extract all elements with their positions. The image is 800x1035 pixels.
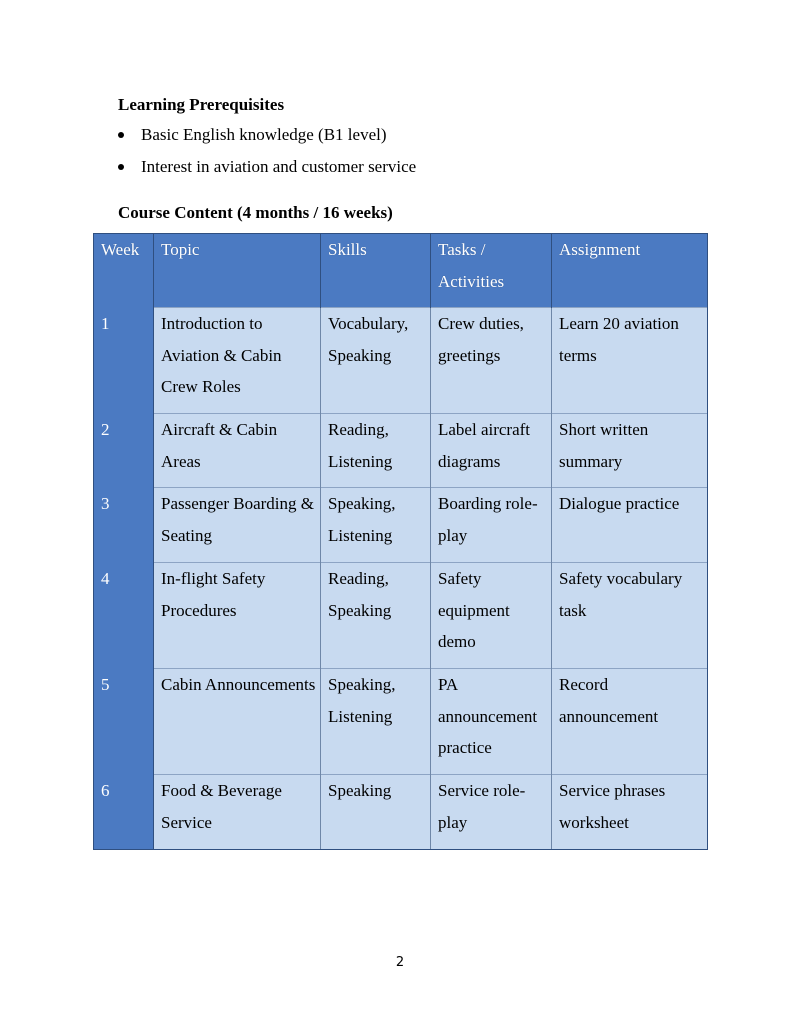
topic-cell: Food & Beverage Service bbox=[154, 775, 321, 850]
topic-cell: Introduction to Aviation & Cabin Crew Roles bbox=[154, 308, 321, 414]
column-header-skills: Skills bbox=[321, 234, 431, 308]
column-header-tasks: Tasks / Activities bbox=[431, 234, 552, 308]
week-cell: 1 bbox=[94, 308, 154, 414]
skills-cell: Vocabulary, Speaking bbox=[321, 308, 431, 414]
week-cell: 2 bbox=[94, 414, 154, 488]
list-item bbox=[118, 125, 416, 157]
table-row bbox=[94, 669, 708, 775]
course-content-heading: Course Content (4 months / 16 weeks) bbox=[118, 203, 393, 222]
course-content-table bbox=[93, 233, 708, 850]
skills-cell: Speaking bbox=[321, 775, 431, 850]
week-cell: 6 bbox=[94, 775, 154, 850]
assignment-cell: Service phrases worksheet bbox=[552, 775, 708, 850]
tasks-cell: Crew duties, greetings bbox=[431, 308, 552, 414]
topic-cell: Passenger Boarding & Seating bbox=[154, 488, 321, 563]
tasks-cell: Boarding role-play bbox=[431, 488, 552, 563]
tasks-cell: Label aircraft diagrams bbox=[431, 414, 552, 488]
assignment-cell: Short written summary bbox=[552, 414, 708, 488]
assignment-cell: Dialogue practice bbox=[552, 488, 708, 563]
table-row bbox=[94, 488, 708, 563]
list-item bbox=[118, 157, 416, 189]
skills-cell: Speaking, Listening bbox=[321, 669, 431, 775]
table-row bbox=[94, 775, 708, 850]
page-number: 2 bbox=[395, 955, 405, 970]
table-header-row bbox=[94, 234, 708, 308]
prerequisites-heading: Learning Prerequisites bbox=[118, 95, 285, 114]
topic-cell: Aircraft & Cabin Areas bbox=[154, 414, 321, 488]
list-item-text: Basic English knowledge (B1 level) bbox=[141, 125, 387, 144]
week-cell: 3 bbox=[94, 488, 154, 563]
prerequisites-list bbox=[118, 125, 416, 189]
week-cell: 4 bbox=[94, 563, 154, 669]
assignment-cell: Record announcement bbox=[552, 669, 708, 775]
column-header-week: Week bbox=[94, 234, 154, 308]
topic-cell: Cabin Announcements bbox=[154, 669, 321, 775]
table-row bbox=[94, 414, 708, 488]
bullet-icon bbox=[118, 132, 124, 138]
tasks-cell: Safety equipment demo bbox=[431, 563, 552, 669]
tasks-cell: Service role-play bbox=[431, 775, 552, 850]
topic-cell: In-flight Safety Procedures bbox=[154, 563, 321, 669]
bullet-icon bbox=[118, 164, 124, 170]
tasks-cell: PA announcement practice bbox=[431, 669, 552, 775]
skills-cell: Speaking, Listening bbox=[321, 488, 431, 563]
table-row bbox=[94, 563, 708, 669]
column-header-topic: Topic bbox=[154, 234, 321, 308]
column-header-assignment: Assignment bbox=[552, 234, 708, 308]
assignment-cell: Learn 20 aviation terms bbox=[552, 308, 708, 414]
table-row bbox=[94, 308, 708, 414]
list-item-text: Interest in aviation and customer service bbox=[141, 157, 417, 176]
assignment-cell: Safety vocabulary task bbox=[552, 563, 708, 669]
skills-cell: Reading, Listening bbox=[321, 414, 431, 488]
skills-cell: Reading, Speaking bbox=[321, 563, 431, 669]
week-cell: 5 bbox=[94, 669, 154, 775]
